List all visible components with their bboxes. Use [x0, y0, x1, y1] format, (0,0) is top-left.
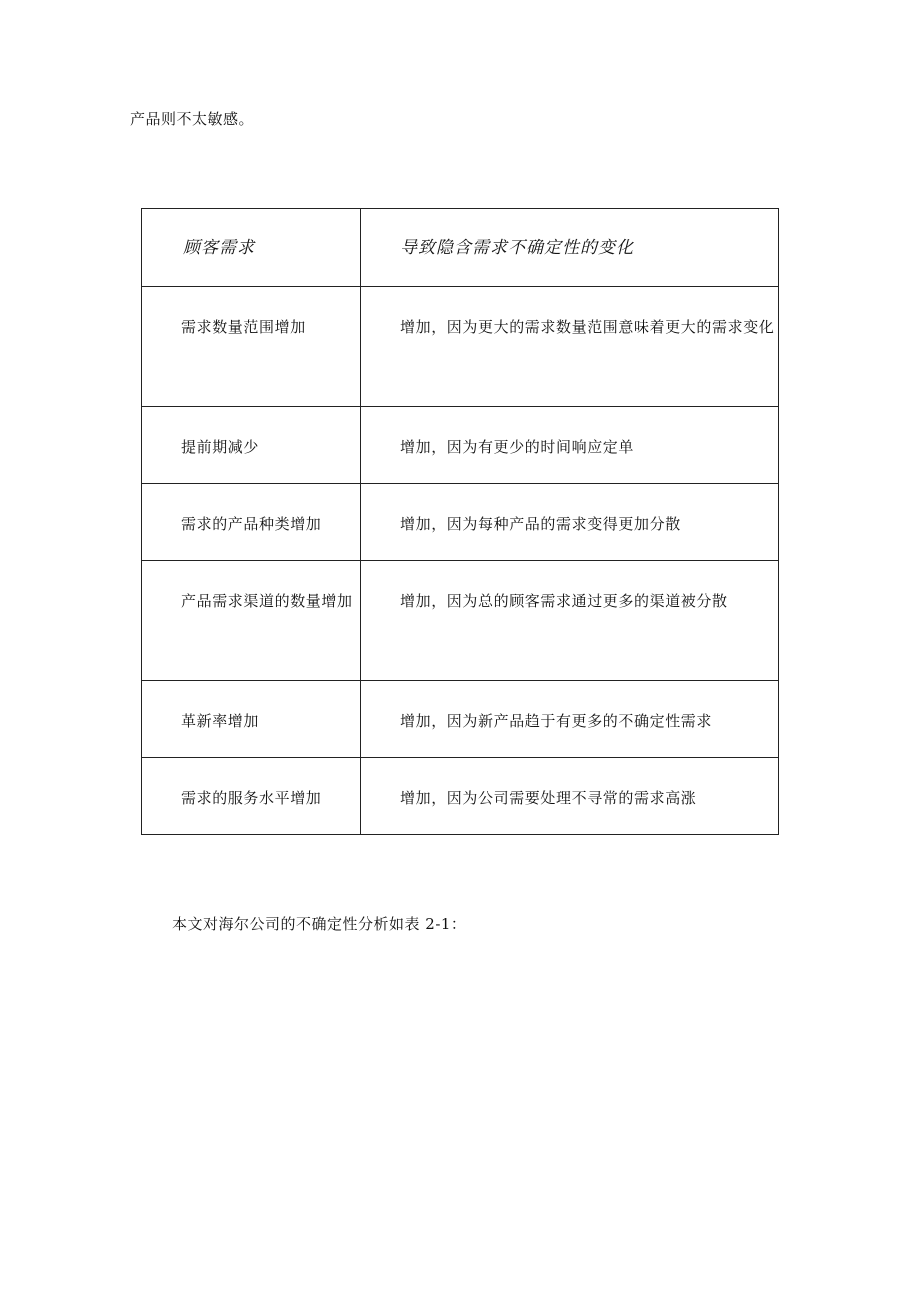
- cell-effect: [361, 681, 779, 758]
- cell-effect-text: 增加，因为公司需要处理不寻常的需求高涨: [400, 789, 697, 807]
- intro-paragraph: 产品则不太敏感。: [130, 110, 255, 128]
- cell-need-text: 需求的服务水平增加: [181, 789, 322, 807]
- cell-need-text: 需求的产品种类增加: [181, 515, 322, 533]
- table-row: [142, 287, 779, 407]
- table-row: [142, 681, 779, 758]
- cell-effect-text: 增加，因为有更少的时间响应定单: [400, 438, 635, 456]
- cell-need: [142, 561, 361, 681]
- header-customer-need: [142, 209, 361, 287]
- cell-need-text: 需求数量范围增加: [181, 318, 306, 336]
- cell-effect: [361, 287, 779, 407]
- cell-need: [142, 681, 361, 758]
- cell-effect-text: 增加，因为更大的需求数量范围意味着更大的需求变化: [400, 318, 775, 336]
- table-row: [142, 484, 779, 561]
- header-uncertainty-change: [361, 209, 779, 287]
- cell-need: [142, 407, 361, 484]
- table-row: [142, 407, 779, 484]
- header-uncertainty-change-label: 导致隐含需求不确定性的变化: [400, 238, 634, 258]
- table-row: [142, 758, 779, 835]
- closing-paragraph: 本文对海尔公司的不确定性分析如表 2-1：: [172, 915, 467, 933]
- cell-effect: [361, 758, 779, 835]
- cell-effect: [361, 407, 779, 484]
- uncertainty-table: [141, 208, 779, 835]
- cell-effect: [361, 561, 779, 681]
- cell-need-text: 提前期减少: [181, 438, 260, 456]
- table-header-row: [142, 209, 779, 287]
- cell-need-text: 产品需求渠道的数量增加: [181, 592, 353, 610]
- cell-effect-text: 增加，因为新产品趋于有更多的不确定性需求: [400, 712, 713, 730]
- cell-need: [142, 287, 361, 407]
- table-row: [142, 561, 779, 681]
- cell-effect-text: 增加，因为每种产品的需求变得更加分散: [400, 515, 681, 533]
- cell-need: [142, 758, 361, 835]
- header-customer-need-label: 顾客需求: [183, 238, 255, 258]
- cell-effect: [361, 484, 779, 561]
- cell-need: [142, 484, 361, 561]
- cell-need-text: 革新率增加: [181, 712, 260, 730]
- cell-effect-text: 增加，因为总的顾客需求通过更多的渠道被分散: [400, 592, 728, 610]
